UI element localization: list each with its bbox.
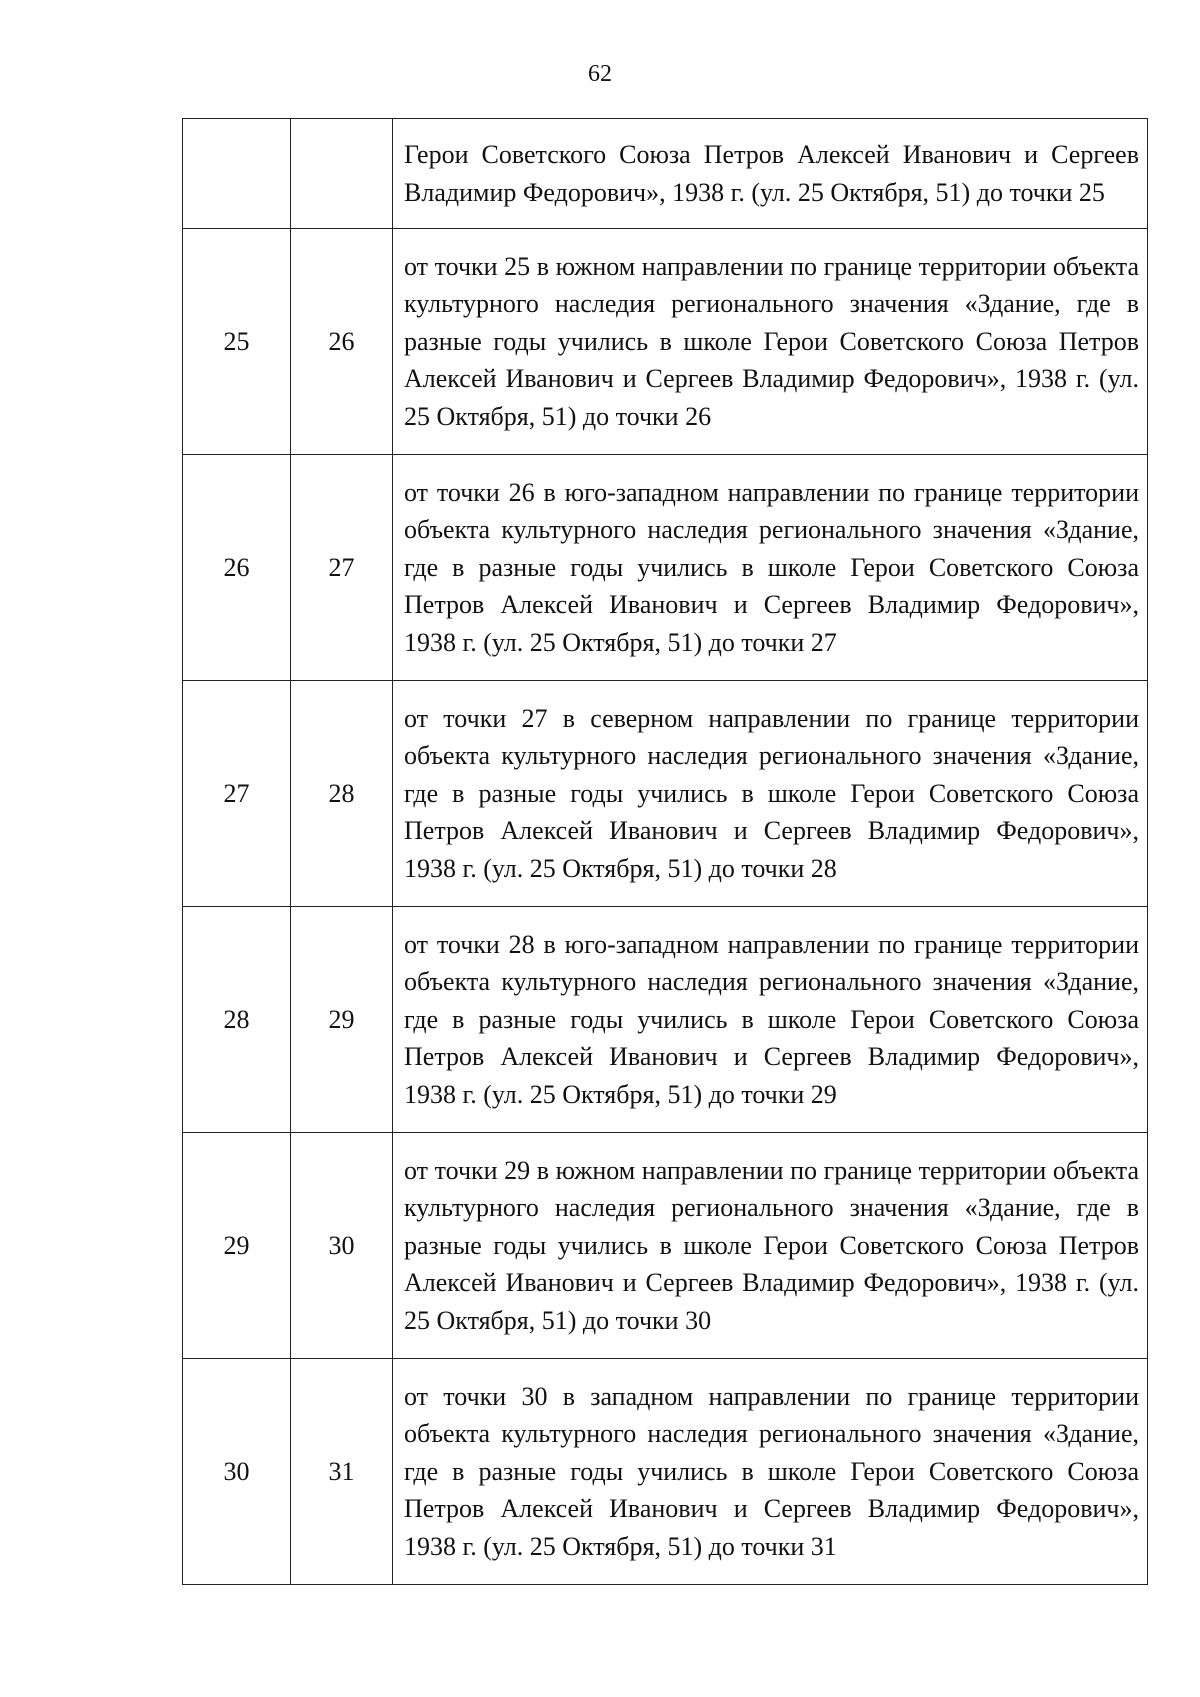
from-point-cell: 25 [183,229,291,455]
from-point-cell: 30 [183,1359,291,1585]
description-cell: от точки 26 в юго-западном направлении по границе территории объекта культурного наследия регионального значения «Здание, где в разные годы учились в школе Герои Советского Союза Петров Алексей Иванович и Сергеев Владимир Федорович», 1938 г. (ул. 25 Октября, 51) до точки 27 [393,455,1148,681]
from-point-cell [183,119,291,229]
description-cell: от точки 25 в южном направлении по границе территории объекта культурного наследия регионального значения «Здание, где в разные годы учились в школе Герои Советского Союза Петров Алексей Иванович и Сергеев Владимир Федорович», 1938 г. (ул. 25 Октября, 51) до точки 26 [393,229,1148,455]
boundary-description-table [182,118,1148,1585]
table-row [183,455,1148,681]
from-point-cell: 29 [183,1133,291,1359]
to-point-cell: 26 [291,229,393,455]
description-cell: от точки 30 в западном направлении по границе территории объекта культурного наследия регионального значения «Здание, где в разные годы учились в школе Герои Советского Союза Петров Алексей Иванович и Сергеев Владимир Федорович», 1938 г. (ул. 25 Октября, 51) до точки 31 [393,1359,1148,1585]
to-point-cell: 29 [291,907,393,1133]
description-cell: от точки 27 в северном направлении по границе территории объекта культурного наследия регионального значения «Здание, где в разные годы учились в школе Герои Советского Союза Петров Алексей Иванович и Сергеев Владимир Федорович», 1938 г. (ул. 25 Октября, 51) до точки 28 [393,681,1148,907]
page-number: 62 [588,61,612,87]
from-point-cell: 26 [183,455,291,681]
table-row [183,1359,1148,1585]
table-row [183,229,1148,455]
table-row [183,1133,1148,1359]
table-row [183,681,1148,907]
to-point-cell: 27 [291,455,393,681]
to-point-cell: 28 [291,681,393,907]
table-row [183,907,1148,1133]
to-point-cell: 30 [291,1133,393,1359]
table-row [183,119,1148,229]
to-point-cell [291,119,393,229]
description-cell: от точки 29 в южном направлении по границе территории объекта культурного наследия регионального значения «Здание, где в разные годы учились в школе Герои Советского Союза Петров Алексей Иванович и Сергеев Владимир Федорович», 1938 г. (ул. 25 Октября, 51) до точки 30 [393,1133,1148,1359]
to-point-cell: 31 [291,1359,393,1585]
description-cell: Герои Советского Союза Петров Алексей Иванович и Сергеев Владимир Федорович», 1938 г. (ул. 25 Октября, 51) до точки 25 [393,119,1148,229]
from-point-cell: 27 [183,681,291,907]
description-cell: от точки 28 в юго-западном направлении по границе территории объекта культурного наследия регионального значения «Здание, где в разные годы учились в школе Герои Советского Союза Петров Алексей Иванович и Сергеев Владимир Федорович», 1938 г. (ул. 25 Октября, 51) до точки 29 [393,907,1148,1133]
from-point-cell: 28 [183,907,291,1133]
